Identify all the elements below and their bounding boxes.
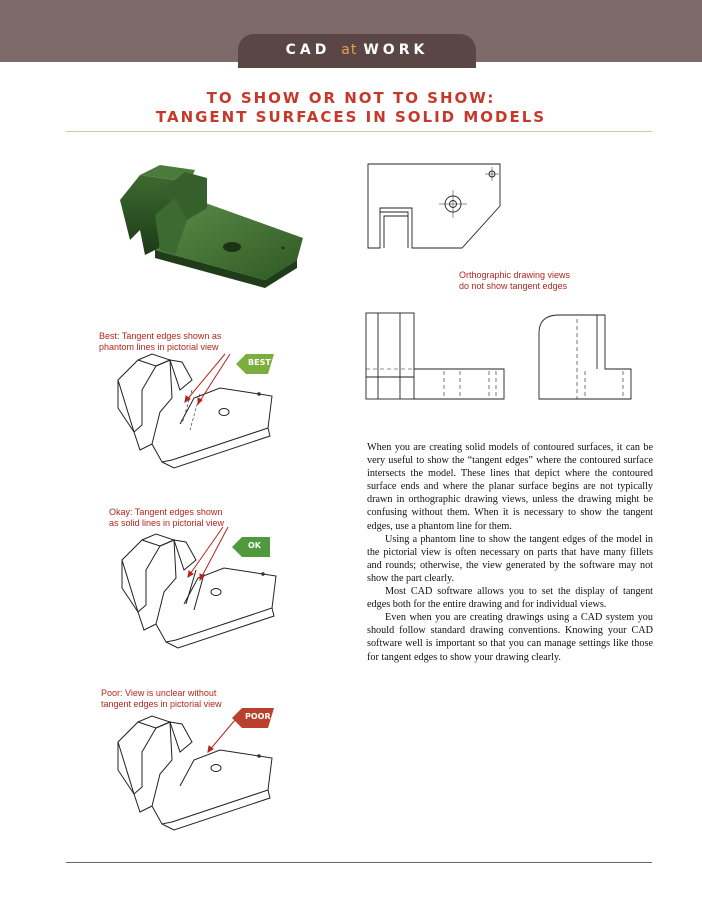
ortho-side-view-left	[364, 311, 506, 401]
tab-at: at	[341, 42, 358, 58]
ortho-top-view	[366, 158, 516, 260]
tab-cad: CAD	[285, 42, 331, 58]
body-paragraph-1: When you are creating solid models of contoured surfaces, it can be very useful to show the “tangent edges” where the contoured surface intersects the model. These lines that depict where the contoured surface ends and where the planar surface begins are not typically drawn in orthographic drawing views, unless the drawing might be confusing without them. When it is necessary to show the tangent edges, use a phantom line for them.	[367, 442, 653, 532]
ok-badge-label: OK	[248, 541, 261, 550]
caption-poor	[101, 688, 222, 710]
body-text	[367, 441, 653, 664]
caption-ortho-line-2: do not show tangent edges	[459, 281, 568, 291]
best-leader-lines	[170, 352, 240, 412]
body-paragraph-2: Using a phantom line to show the tangent edges of the model in the pictorial view is often necessary on parts that have many fillets and rounds; otherwise, the view generated by the software may not show the part clearly.	[367, 533, 653, 584]
caption-poor-line-1: Poor: View is unclear without	[101, 688, 217, 698]
caption-best-line-1: Best: Tangent edges shown as	[99, 331, 222, 341]
title-line-2: TANGENT SURFACES IN SOLID MODELS	[155, 108, 547, 126]
caption-ortho-line-1: Orthographic drawing views	[459, 270, 571, 280]
title-line-1: TO SHOW OR NOT TO SHOW:	[206, 89, 496, 107]
ortho-side-view-right	[535, 311, 635, 401]
best-badge-label: BEST	[248, 358, 271, 367]
poor-badge-label: POOR	[245, 712, 271, 721]
okay-leader-lines	[178, 525, 238, 585]
body-paragraph-3: Most CAD software allows you to set the display of tangent edges both for the entire drawing and for individual views.	[367, 586, 653, 611]
footer-rule	[66, 862, 652, 863]
tab-work: WORK	[363, 42, 429, 58]
caption-okay-line-1: Okay: Tangent edges shown	[109, 507, 223, 517]
section-tab	[238, 34, 476, 68]
section-tab-label	[238, 42, 476, 58]
solid-model-render	[115, 160, 305, 290]
caption-best-line-2: phantom lines in pictorial view	[99, 342, 219, 352]
caption-poor-line-2: tangent edges in pictorial view	[101, 699, 222, 709]
caption-okay-line-2: as solid lines in pictorial view	[109, 518, 225, 528]
body-paragraph-4: Even when you are creating drawings using a CAD system you should follow standard drawing conventions. Knowing your CAD software well is important so that you can manage settings like those for tangent edges to show your drawing clearly.	[367, 612, 653, 663]
caption-ortho	[459, 270, 570, 292]
title-rule	[66, 131, 652, 132]
